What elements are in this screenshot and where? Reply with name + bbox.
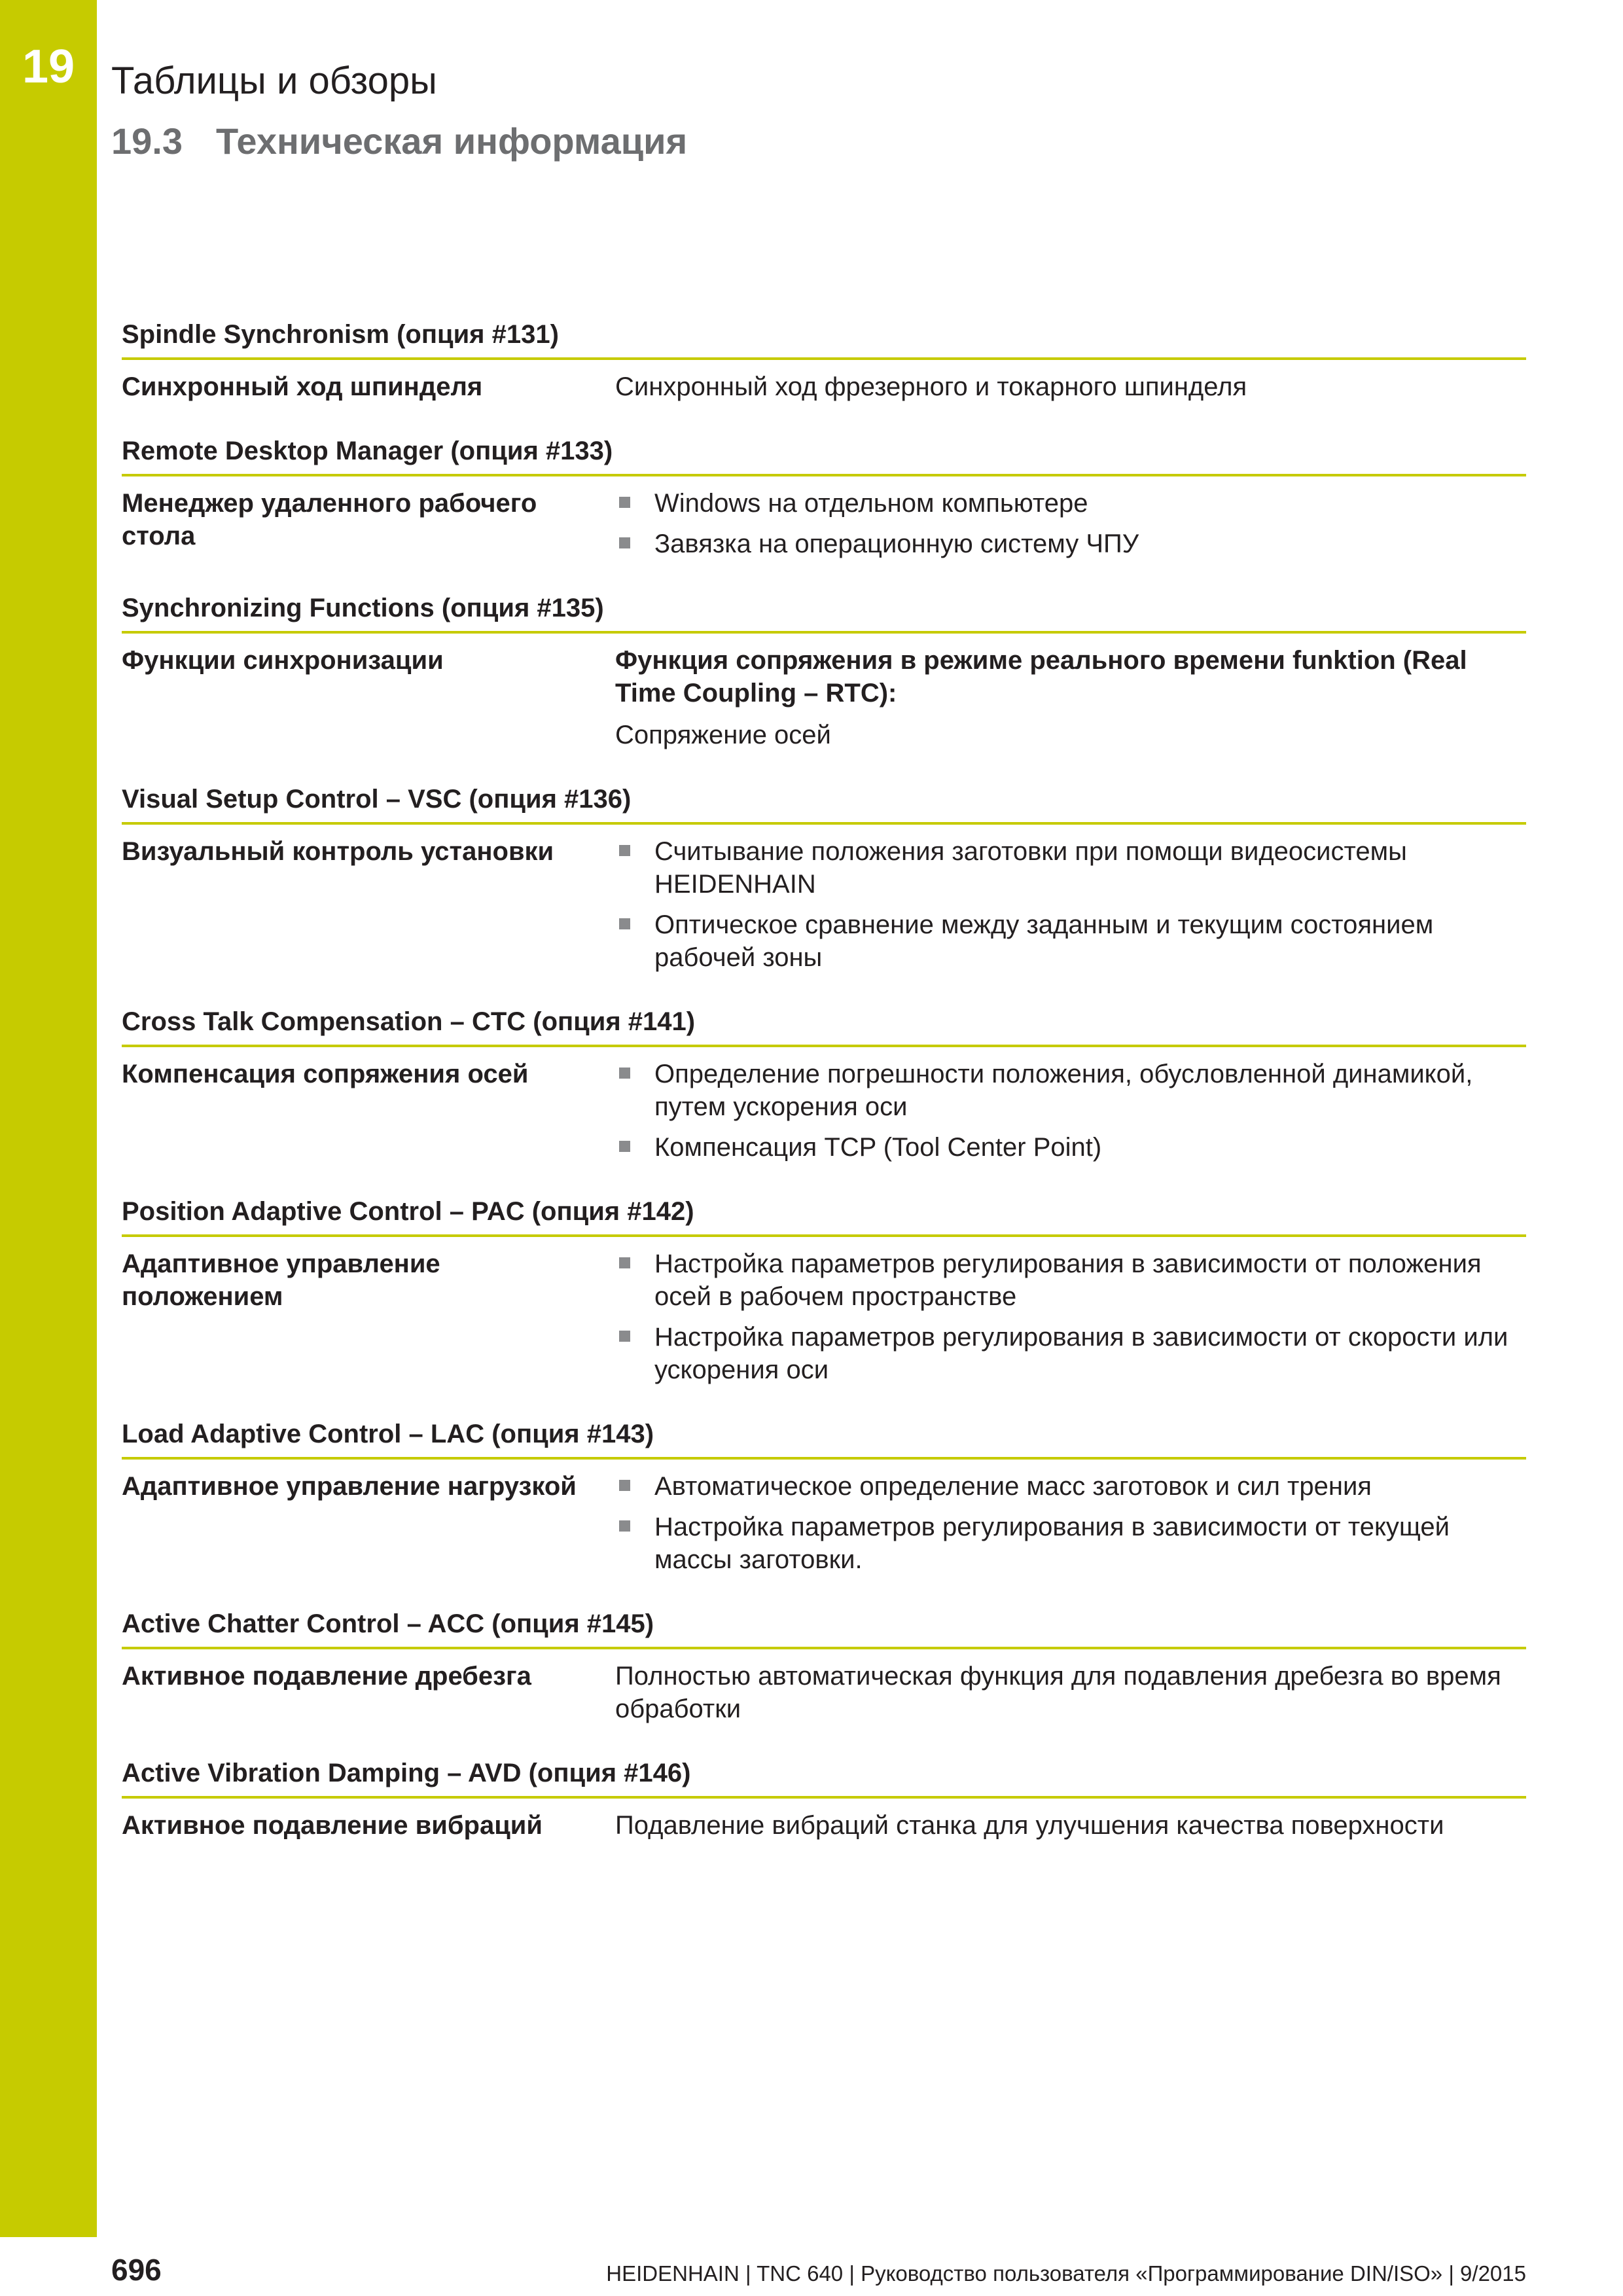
option-row xyxy=(122,1649,1526,1738)
bullet-item xyxy=(615,1470,1526,1503)
square-bullet-icon xyxy=(619,1067,630,1079)
square-bullet-icon xyxy=(619,537,630,548)
bullet-text: Настройка параметров регулирования в зависимости от скорости или ускорения оси xyxy=(654,1323,1508,1384)
bullet-list xyxy=(615,1247,1526,1386)
description-text: Синхронный ход фрезерного и токарного шпинделя xyxy=(615,372,1247,401)
page-number: 696 xyxy=(111,2253,162,2287)
option-group xyxy=(122,1753,1526,1855)
bullet-item xyxy=(615,487,1526,520)
bullet-item xyxy=(615,528,1526,560)
bullet-text: Настройка параметров регулирования в зависимости от положения осей в рабочем пространстве xyxy=(654,1249,1482,1311)
option-group xyxy=(122,779,1526,987)
option-description xyxy=(615,487,1526,560)
option-row xyxy=(122,634,1526,764)
bullet-list xyxy=(615,487,1526,560)
section-number: 19.3 xyxy=(111,120,183,162)
option-description xyxy=(615,1660,1526,1725)
bullet-text: Завязка на операционную систему ЧПУ xyxy=(654,529,1139,558)
option-row xyxy=(122,360,1526,416)
bullet-text: Считывание положения заготовки при помощи видеосистемы HEIDENHAIN xyxy=(654,837,1407,899)
description-heading: Функция сопряжения в режиме реального времени funktion (Real Time Coupling – RTC): xyxy=(615,646,1467,708)
option-group-header: Synchronizing Functions (опция #135) xyxy=(122,588,1526,634)
square-bullet-icon xyxy=(619,845,630,856)
description-text: Подавление вибраций станка для улучшения качества поверхности xyxy=(615,1811,1444,1840)
option-group-header: Position Adaptive Control – PAC (опция #142) xyxy=(122,1191,1526,1237)
footer-text: HEIDENHAIN | TNC 640 | Руководство пользователя «Программирование DIN/ISO» | 9/2015 xyxy=(606,2261,1526,2286)
option-group xyxy=(122,1001,1526,1177)
description-text: Полностью автоматическая функция для подавления дребезга во время обработки xyxy=(615,1662,1501,1723)
option-table xyxy=(122,314,1526,1855)
option-label: Визуальный контроль установки xyxy=(122,837,554,866)
option-row xyxy=(122,476,1526,573)
option-group xyxy=(122,588,1526,764)
section-title xyxy=(111,118,687,165)
option-label: Активное подавление вибраций xyxy=(122,1811,543,1840)
bullet-item xyxy=(615,1058,1526,1123)
option-description xyxy=(615,1470,1526,1576)
option-row xyxy=(122,1237,1526,1399)
bullet-text: Windows на отдельном компьютере xyxy=(654,489,1088,518)
option-group xyxy=(122,1414,1526,1589)
bullet-text: Настройка параметров регулирования в зависимости от текущей массы заготовки. xyxy=(654,1513,1450,1574)
square-bullet-icon xyxy=(619,918,630,929)
option-label: Синхронный ход шпинделя xyxy=(122,372,483,401)
option-description xyxy=(615,1809,1526,1842)
bullet-item xyxy=(615,835,1526,901)
section-title-text: Техническая информация xyxy=(216,120,688,162)
bullet-text: Определение погрешности положения, обусловленной динамикой, путем ускорения оси xyxy=(654,1060,1473,1121)
option-description xyxy=(615,1058,1526,1164)
chapter-title: Таблицы и обзоры xyxy=(111,60,437,102)
option-description xyxy=(615,835,1526,974)
option-group-header: Active Chatter Control – ACC (опция #145) xyxy=(122,1604,1526,1649)
option-label: Активное подавление дребезга xyxy=(122,1662,531,1691)
option-group-header: Spindle Synchronism (опция #131) xyxy=(122,314,1526,360)
bullet-item xyxy=(615,1131,1526,1164)
description-text: Сопряжение осей xyxy=(615,721,831,749)
bullet-item xyxy=(615,1247,1526,1313)
option-row xyxy=(122,1047,1526,1177)
option-group-header: Remote Desktop Manager (опция #133) xyxy=(122,431,1526,476)
bullet-item xyxy=(615,1511,1526,1576)
option-group-header: Load Adaptive Control – LAC (опция #143) xyxy=(122,1414,1526,1460)
option-group xyxy=(122,314,1526,416)
option-description xyxy=(615,1247,1526,1386)
square-bullet-icon xyxy=(619,1257,630,1268)
bullet-text: Компенсация TCP (Tool Center Point) xyxy=(654,1133,1102,1162)
bullet-list xyxy=(615,835,1526,974)
option-group-header: Visual Setup Control – VSC (опция #136) xyxy=(122,779,1526,825)
bullet-text: Автоматическое определение масс заготовок и сил трения xyxy=(654,1472,1372,1501)
square-bullet-icon xyxy=(619,1520,630,1532)
bullet-list xyxy=(615,1058,1526,1164)
square-bullet-icon xyxy=(619,1331,630,1342)
square-bullet-icon xyxy=(619,1141,630,1152)
option-group xyxy=(122,431,1526,573)
option-label: Компенсация сопряжения осей xyxy=(122,1060,529,1088)
option-label: Функции синхронизации xyxy=(122,646,444,675)
bullet-text: Оптическое сравнение между заданным и текущим состоянием рабочей зоны xyxy=(654,910,1434,972)
chapter-sidebar-tab xyxy=(0,0,97,2237)
option-label: Менеджер удаленного рабочего стола xyxy=(122,489,537,550)
option-description xyxy=(615,370,1526,403)
option-row xyxy=(122,825,1526,987)
option-row xyxy=(122,1460,1526,1589)
square-bullet-icon xyxy=(619,1480,630,1491)
option-group-header: Cross Talk Compensation – CTC (опция #141) xyxy=(122,1001,1526,1047)
option-label: Адаптивное управление нагрузкой xyxy=(122,1472,577,1501)
bullet-item xyxy=(615,908,1526,974)
bullet-list xyxy=(615,1470,1526,1576)
square-bullet-icon xyxy=(619,497,630,508)
option-description xyxy=(615,644,1526,751)
option-label: Адаптивное управление положением xyxy=(122,1249,440,1311)
option-group-header: Active Vibration Damping – AVD (опция #146) xyxy=(122,1753,1526,1799)
option-group xyxy=(122,1604,1526,1738)
option-row xyxy=(122,1799,1526,1855)
bullet-item xyxy=(615,1321,1526,1386)
chapter-number: 19 xyxy=(22,41,75,93)
option-group xyxy=(122,1191,1526,1399)
